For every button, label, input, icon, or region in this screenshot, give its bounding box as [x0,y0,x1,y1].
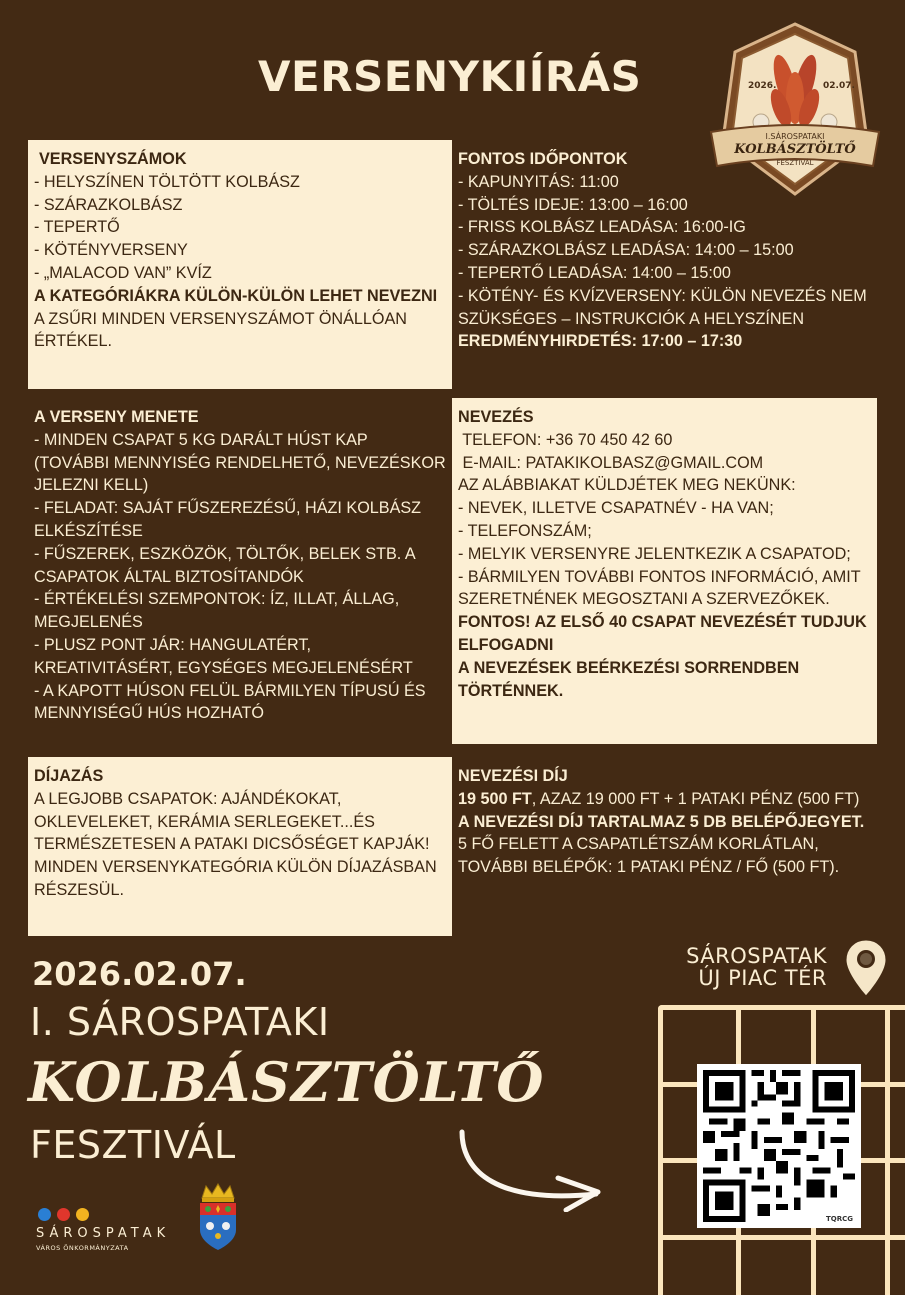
time-item: - KÖTÉNY- ÉS KVÍZVERSENY: KÜLÖN NEVEZÉS NEM SZÜKSÉGES – INSTRUKCIÓK A HELYSZÍNEN [458,286,867,328]
process-item: - A KAPOTT HÚSON FELÜL BÁRMILYEN TÍPUSÚ ÉS MENNYISÉGŰ HÚS HOZHATÓ [34,681,426,723]
competition-process-heading: A VERSENY MENETE [34,408,199,426]
blue-dot-icon [38,1208,51,1221]
location-city: SÁROSPATAK [686,944,827,968]
registration-email[interactable]: E-MAIL: PATAKIKOLBASZ@GMAIL.COM [458,453,764,472]
location-text [686,945,827,989]
festival-title-line1: I. SÁROSPATAKI [30,1000,330,1044]
location-place: ÚJ PIAC TÉR [698,966,827,990]
entry-fee-includes: A NEVEZÉSI DÍJ TARTALMAZ 5 DB BELÉPŐJEGYET. [458,812,865,831]
important-times-box [452,140,882,390]
important-times-heading: FONTOS IDŐPONTOK [458,150,628,168]
event-item: - HELYSZÍNEN TÖLTÖTT KOLBÁSZ [34,172,300,191]
event-item: - SZÁRAZKOLBÁSZ [34,195,183,214]
time-item: - TEPERTŐ LEADÁSA: 14:00 – 15:00 [458,263,731,282]
prizes-category-note: MINDEN VERSENYKATEGÓRIA KÜLÖN DÍJAZÁSBAN RÉSZESÜL. [34,858,437,899]
entry-fee-breakdown: , AZAZ 19 000 FT + 1 PATAKI PÉNZ (500 FT) [531,789,860,808]
jury-note: A ZSŰRI MINDEN VERSENYSZÁMOT ÖNÁLLÓAN ÉRTÉKEL. [34,309,407,351]
svg-text:FESZTIVÁL: FESZTIVÁL [776,159,814,167]
event-item: - „MALACOD VAN” KVÍZ [34,263,212,282]
competition-process-box [28,398,452,743]
curved-arrow-icon [448,1112,608,1212]
badge-year: 2026. [748,81,777,91]
registration-box [452,398,877,744]
time-item: - FRISS KOLBÁSZ LEADÁSA: 16:00-IG [458,218,746,237]
process-item: - FELADAT: SAJÁT FŰSZEREZÉSŰ, HÁZI KOLBÁSZ ELKÉSZÍTÉSE [34,499,422,540]
entry-fee-heading: NEVEZÉSI DÍJ [458,767,568,785]
registration-limit-warning: FONTOS! AZ ELSŐ 40 CSAPAT NEVEZÉSÉT TUDJUK ELFOGADNI [458,613,867,654]
competition-events-heading: VERSENYSZÁMOK [39,150,187,168]
city-logo [36,1208,170,1252]
qr-brand: TQRCG [826,1215,853,1223]
page-title: VERSENYKIÍRÁS [258,52,642,101]
category-entry-note: A KATEGÓRIÁKRA KÜLÖN-KÜLÖN LEHET NEVEZNI [34,286,438,305]
qr-code-pattern [703,1070,855,1222]
entry-fee-extra: 5 FŐ FELETT A CSAPATLÉTSZÁM KORLÁTLAN, TOVÁBBI BELÉPŐK: 1 PATAKI PÉNZ / FŐ (500 FT). [458,835,840,877]
results-time: EREDMÉNYHIRDETÉS: 17:00 – 17:30 [458,332,743,351]
qr-code[interactable] [697,1064,861,1228]
registration-order-warning: A NEVEZÉSEK BEÉRKEZÉSI SORRENDBEN TÖRTÉNNEK. [458,658,800,700]
city-subtitle: VÁROS ÖNKORMÁNYZATA [36,1244,129,1252]
badge-date: 02.07. [823,81,855,91]
registration-phone[interactable]: TELEFON: +36 70 450 42 60 [458,430,673,449]
time-item: - SZÁRAZKOLBÁSZ LEADÁSA: 14:00 – 15:00 [458,241,794,260]
registration-item: - MELYIK VERSENYRE JELENTKEZIK A CSAPATOD; [458,544,851,563]
city-name: SÁROSPATAK [36,1226,171,1241]
event-item: - TEPERTŐ [34,218,120,237]
registration-item: - NEVEK, ILLETVE CSAPATNÉV - HA VAN; [458,499,774,518]
prizes-text: A LEGJOBB CSAPATOK: AJÁNDÉKOKAT, OKLEVELEKET, KERÁMIA SERLEGEKET...ÉS TERMÉSZETESEN A PATAKI DICSŐSÉGET KAPJÁK! [34,789,430,854]
entry-fee-price-line [458,788,876,811]
location-pin-icon [844,938,888,1000]
yellow-dot-icon [76,1208,89,1221]
event-date: 2026.02.07. [32,955,247,993]
process-item: - FŰSZEREK, ESZKÖZÖK, TÖLTŐK, BELEK STB. A CSAPATOK ÁLTAL BIZTOSÍTANDÓK [34,544,415,586]
registration-item: - TELEFONSZÁM; [458,521,592,540]
time-item: - KAPUNYITÁS: 11:00 [458,172,619,191]
festival-title-line3: FESZTIVÁL [30,1123,236,1167]
red-dot-icon [57,1208,70,1221]
prizes-heading: DÍJAZÁS [34,767,104,785]
svg-text:I.SÁROSPATAKI: I.SÁROSPATAKI [765,132,825,141]
festival-title-line2: KOLBÁSZTÖLTŐ [28,1050,545,1114]
registration-heading: NEVEZÉS [458,408,534,426]
time-item: - TÖLTÉS IDEJE: 13:00 – 16:00 [458,195,688,214]
process-item: - ÉRTÉKELÉSI SZEMPONTOK: ÍZ, ILLAT, ÁLLAG, MEGJELENÉS [34,590,400,632]
registration-item: - BÁRMILYEN TOVÁBBI FONTOS INFORMÁCIÓ, AMIT SZERETNÉNEK MEGOSZTANI A SZERVEZŐKEK. [458,567,861,609]
coat-of-arms-icon [196,1182,240,1252]
entry-fee-price: 19 500 FT [458,789,532,808]
svg-text:KOLBÁSZTÖLTŐ: KOLBÁSZTÖLTŐ [734,142,856,157]
process-item: - PLUSZ PONT JÁR: HANGULATÉRT, KREATIVITÁSÉRT, EGYSÉGES MEGJELENÉSÉRT [34,635,413,677]
prizes-box [28,757,452,936]
city-logo-dots [38,1208,170,1221]
process-item: - MINDEN CSAPAT 5 KG DARÁLT HÚST KAP (TOVÁBBI MENNYISÉG RENDELHETŐ, NEVEZÉSKOR JELEZNI KELL) [34,430,446,495]
entry-fee-box [452,757,882,936]
registration-intro: AZ ALÁBBIAKAT KÜLDJÉTEK MEG NEKÜNK: [458,476,796,495]
competition-events-box [28,140,452,389]
event-item: - KÖTÉNYVERSENY [34,241,188,260]
